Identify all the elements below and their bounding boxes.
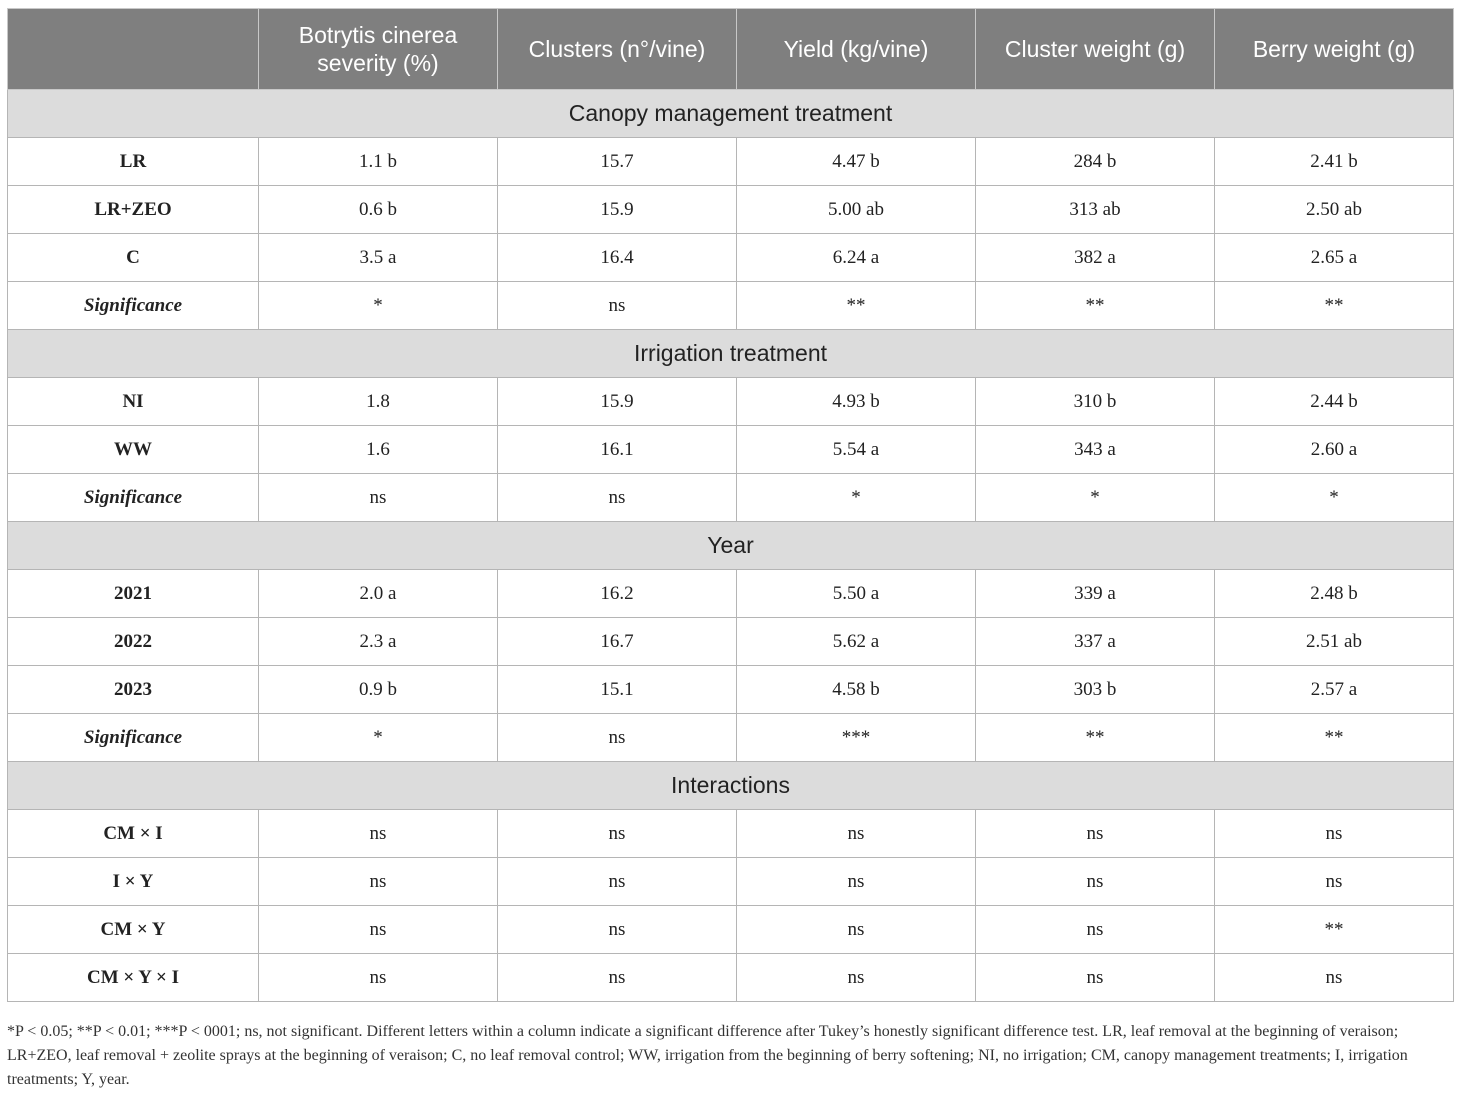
table-cell: ns [737,858,976,906]
table-cell: 5.54 a [737,426,976,474]
table-cell: 303 b [976,666,1215,714]
table-cell: ns [976,954,1215,1002]
section-title: Year [8,522,1454,570]
table-cell: 343 a [976,426,1215,474]
table-cell: *** [737,714,976,762]
row-label: Significance [8,714,259,762]
table-cell: 4.58 b [737,666,976,714]
table-cell: 339 a [976,570,1215,618]
table-cell: ns [259,810,498,858]
table-cell: ns [976,810,1215,858]
table-cell: 2.60 a [1215,426,1454,474]
table-cell: * [259,282,498,330]
table-cell: ** [737,282,976,330]
table-cell: 2.0 a [259,570,498,618]
table-cell: ns [976,906,1215,954]
table-cell: ns [259,954,498,1002]
table-cell: ** [976,714,1215,762]
table-row [8,570,1454,618]
row-label: I × Y [8,858,259,906]
table-cell: 15.9 [498,186,737,234]
table-cell: 5.62 a [737,618,976,666]
table-row [8,906,1454,954]
table-cell: 310 b [976,378,1215,426]
table-cell: 15.9 [498,378,737,426]
section-title: Irrigation treatment [8,330,1454,378]
table-row [8,426,1454,474]
table-cell: 6.24 a [737,234,976,282]
table-cell: 16.1 [498,426,737,474]
table-cell: 2.48 b [1215,570,1454,618]
significance-row [8,474,1454,522]
table-cell: 1.6 [259,426,498,474]
table-cell: 0.9 b [259,666,498,714]
table-cell: 2.3 a [259,618,498,666]
row-label: 2021 [8,570,259,618]
row-label: LR+ZEO [8,186,259,234]
table-cell: 2.57 a [1215,666,1454,714]
table-cell: 15.7 [498,138,737,186]
header-cluster-weight: Cluster weight (g) [976,9,1215,90]
row-label: WW [8,426,259,474]
table-cell: ns [498,714,737,762]
table-cell: 4.93 b [737,378,976,426]
table-cell: ** [976,282,1215,330]
table-cell: ns [737,954,976,1002]
table-cell: 284 b [976,138,1215,186]
header-clusters: Clusters (n°/vine) [498,9,737,90]
row-label: 2022 [8,618,259,666]
results-table [7,8,1454,1002]
header-cell-blank [8,9,259,90]
table-cell: ns [498,474,737,522]
table-cell: 1.8 [259,378,498,426]
table-cell: 1.1 b [259,138,498,186]
table-cell: 337 a [976,618,1215,666]
table-cell: ns [498,282,737,330]
row-label: 2023 [8,666,259,714]
table-row [8,138,1454,186]
significance-row [8,282,1454,330]
table-row [8,954,1454,1002]
table-footnote: *P < 0.05; **P < 0.01; ***P < 0001; ns, not significant. Different letters within a column indicate a significant difference after Tukey’s honestly significant difference test. LR, leaf removal at the beginning of veraison; LR+ZEO, leaf removal + zeolite sprays at the beginning of veraison; C, no leaf removal control; WW, irrigation from the beginning of berry softening; NI, no irrigation; CM, canopy management treatments; I, irrigation treatments; Y, year. [7,1023,1408,1088]
table-row [8,186,1454,234]
table-cell: 2.51 ab [1215,618,1454,666]
row-label: CM × Y [8,906,259,954]
header-berry-weight: Berry weight (g) [1215,9,1454,90]
table-cell: 3.5 a [259,234,498,282]
table-cell: ns [259,906,498,954]
section-title: Canopy management treatment [8,90,1454,138]
row-label: CM × Y × I [8,954,259,1002]
section-header-row [8,330,1454,378]
table-cell: ** [1215,714,1454,762]
table-cell: ns [259,474,498,522]
table-row [8,858,1454,906]
table-cell: ns [498,810,737,858]
table-cell: 4.47 b [737,138,976,186]
header-row [8,9,1454,90]
table-cell: 313 ab [976,186,1215,234]
table-cell: ns [498,954,737,1002]
row-label: Significance [8,282,259,330]
table-cell: ns [259,858,498,906]
table-body [8,90,1454,1002]
row-label: LR [8,138,259,186]
table-cell: 16.4 [498,234,737,282]
row-label: Significance [8,474,259,522]
table-cell: 16.7 [498,618,737,666]
table-cell: ns [498,906,737,954]
table-cell: ns [737,906,976,954]
table-row [8,666,1454,714]
table-cell: ns [1215,858,1454,906]
table-cell: ns [1215,954,1454,1002]
table-cell: 16.2 [498,570,737,618]
table-cell: 2.65 a [1215,234,1454,282]
table-cell: 5.50 a [737,570,976,618]
table-cell: ns [498,858,737,906]
header-yield: Yield (kg/vine) [737,9,976,90]
table-row [8,234,1454,282]
row-label: NI [8,378,259,426]
significance-row [8,714,1454,762]
section-header-row [8,522,1454,570]
table-cell: ns [976,858,1215,906]
table-cell: 382 a [976,234,1215,282]
table-cell: ns [737,810,976,858]
section-title: Interactions [8,762,1454,810]
row-label: C [8,234,259,282]
table-row [8,810,1454,858]
table-cell: 2.50 ab [1215,186,1454,234]
table-cell: ** [1215,906,1454,954]
table-cell: * [1215,474,1454,522]
table-cell: 2.44 b [1215,378,1454,426]
section-header-row [8,90,1454,138]
table-cell: * [259,714,498,762]
table-cell: 5.00 ab [737,186,976,234]
table-cell: * [976,474,1215,522]
section-header-row [8,762,1454,810]
table-cell: * [737,474,976,522]
row-label: CM × I [8,810,259,858]
table-cell: 0.6 b [259,186,498,234]
table-row [8,618,1454,666]
table-cell: 2.41 b [1215,138,1454,186]
table-cell: ns [1215,810,1454,858]
table-cell: 15.1 [498,666,737,714]
header-botrytis-severity: Botrytis cinerea severity (%) [259,9,498,90]
table-row [8,378,1454,426]
table-cell: ** [1215,282,1454,330]
